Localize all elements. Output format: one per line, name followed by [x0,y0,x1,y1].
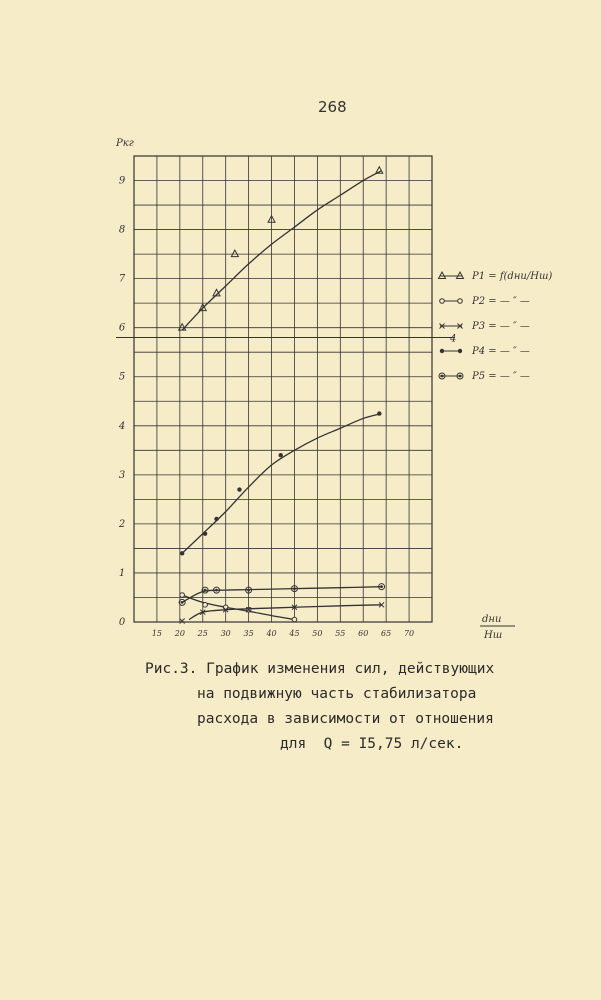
y-tick-label: 2 [118,518,126,530]
x-tick-label: 45 [289,629,300,638]
data-point-filled-circle [214,517,218,521]
series-1 [179,167,383,330]
legend-item-1 [439,271,553,282]
series-3 [180,602,384,623]
chart-axes [115,138,515,641]
caption-line-3: расхода в зависимости от отношения [197,711,494,727]
data-point-open-circle [458,299,463,304]
legend-label: P3 = — ″ — [472,321,530,332]
legend-label: P2 = — ″ — [472,296,530,307]
x-tick-label: 50 [312,629,323,638]
data-point-triangle [439,272,446,279]
reference-line-label: 4 [450,333,457,345]
y-tick-label: 0 [118,617,126,628]
data-point-open-circle [223,605,228,610]
x-tick-label: 35 [243,629,254,638]
y-tick-label: 5 [118,371,126,383]
legend-item-3 [440,321,530,332]
legend-label: P4 = — ″ — [472,346,530,357]
x-tick-label: 30 [220,629,231,638]
y-axis-label: Pкг [116,138,134,149]
data-point-cross [180,619,185,624]
data-point-square-dot-center [215,589,218,592]
y-tick-label: 3 [118,469,126,481]
data-point-filled-circle [440,349,444,353]
plot-frame [134,156,432,622]
series-line [182,171,381,330]
data-point-triangle [457,272,464,279]
y-tick-label: 6 [118,322,126,334]
data-point-square-dot-center [181,601,184,604]
data-point-filled-circle [180,551,184,555]
legend-item-4 [440,346,530,357]
data-point-square-dot-center [293,587,296,590]
caption-line-2: на подвижную часть стабилизатора [197,686,477,702]
data-point-square-dot-center [459,375,462,378]
y-tick-label: 8 [118,224,126,236]
chart-grid [134,156,432,622]
data-point-triangle [231,250,238,256]
data-point-square-dot-center [380,585,383,588]
x-tick-label: 20 [174,629,185,638]
series-5 [179,584,384,606]
data-point-filled-circle [279,453,283,457]
legend-item-2 [440,296,530,307]
x-tick-label: 65 [381,629,392,638]
series-line [189,605,382,620]
data-point-filled-circle [203,532,207,536]
chart-series [179,167,385,624]
x-tick-label: 40 [266,629,277,638]
y-tick-label: 7 [118,273,126,285]
y-tick-label: 9 [118,175,126,187]
series-line [182,587,381,603]
data-point-open-circle [440,299,445,304]
x-tick-label: 60 [358,629,369,638]
data-point-filled-circle [377,411,381,415]
data-point-open-circle [292,617,297,622]
series-4 [180,411,382,555]
page-number: 268 [318,98,347,116]
legend-item-5 [439,371,530,382]
data-point-square-dot-center [204,589,207,592]
data-point-square-dot-center [247,589,250,592]
data-point-filled-circle [458,349,462,353]
legend-label: P1 = f(dни/Hш) [472,271,553,282]
data-point-square-dot-center [441,375,444,378]
y-tick-label: 1 [118,567,126,579]
data-point-open-circle [203,603,208,608]
caption-line-4: для Q = I5,75 л/сек. [280,736,464,752]
x-tick-label: 15 [151,629,163,638]
data-point-open-circle [180,593,185,598]
x-axis-label-denominator: Hш [484,630,503,641]
chart-legend [439,271,553,382]
caption-line-1: Рис.3. График изменения сил, действующих [145,661,495,677]
x-tick-label: 70 [403,629,415,638]
x-axis-label-numerator: dни [482,614,502,625]
series-line [182,414,381,554]
legend-label: P5 = — ″ — [472,371,530,382]
x-tick-label: 25 [197,629,208,638]
figure-caption [145,657,565,757]
data-point-filled-circle [237,487,241,491]
y-tick-label: 4 [118,420,126,432]
x-tick-label: 55 [335,629,346,638]
